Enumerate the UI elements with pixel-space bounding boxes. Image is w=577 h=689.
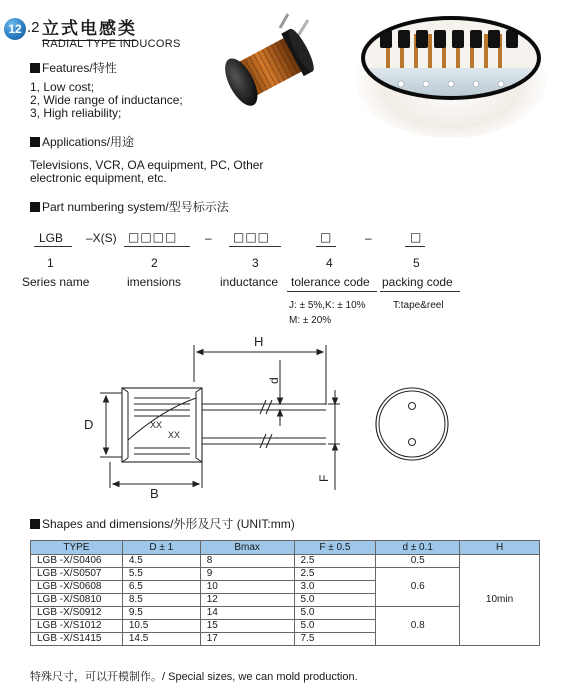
- code-label: Series name: [22, 275, 90, 289]
- code-underline: [34, 246, 72, 247]
- code-number: 4: [326, 256, 333, 270]
- cell-d: 5.5: [122, 568, 200, 581]
- footnote: 特殊尺寸，可以开模制作。/ Special sizes, we can mold production.: [30, 671, 358, 683]
- cell-small-d: 0.6: [376, 568, 460, 607]
- applications-line: electronic equipment, etc.: [30, 171, 167, 185]
- packing-note: T:tape&reel: [393, 300, 444, 311]
- cell-d: 8.5: [122, 594, 200, 607]
- cell-bmax: 8: [200, 555, 294, 568]
- table-header-row: [31, 541, 540, 555]
- table-row: [31, 555, 540, 568]
- features-heading: Features/特性: [30, 59, 117, 76]
- page-title-en: RADIAL TYPE INDUCORS: [42, 38, 181, 50]
- cell-bmax: 15: [200, 620, 294, 633]
- cell-f: 7.5: [294, 633, 376, 646]
- cell-f: 2.5: [294, 568, 376, 581]
- dimension-drawing: [70, 330, 490, 500]
- shapes-heading: Shapes and dimensions/外形及尺寸 (UNIT:mm): [30, 515, 295, 532]
- code-tolerance-box: □: [320, 230, 333, 244]
- code-type: –X(S): [86, 231, 117, 245]
- cell-type: LGB -X/S0810: [31, 594, 123, 607]
- section-subnumber: .2: [27, 19, 40, 36]
- cell-type: LGB -X/S0912: [31, 607, 123, 620]
- cell-d: 14.5: [122, 633, 200, 646]
- cell-d: 10.5: [122, 620, 200, 633]
- cell-f: 5.0: [294, 594, 376, 607]
- cell-bmax: 14: [200, 607, 294, 620]
- cell-d: 6.5: [122, 581, 200, 594]
- code-dimension-boxes: □□□□: [128, 230, 178, 244]
- cell-bmax: 12: [200, 594, 294, 607]
- cell-d: 9.5: [122, 607, 200, 620]
- col-small-d: d ± 0.1: [376, 541, 460, 555]
- code-packing-box: □: [410, 230, 423, 244]
- cell-small-d: 0.8: [376, 607, 460, 646]
- inductor-photo: [210, 10, 330, 118]
- code-number: 3: [252, 256, 259, 270]
- code-dash: –: [365, 231, 372, 245]
- features-item: 1, Low cost;: [30, 80, 95, 94]
- cell-f: 5.0: [294, 607, 376, 620]
- col-h: H: [460, 541, 540, 555]
- col-type: TYPE: [31, 541, 123, 555]
- part-numbering-heading: Part numbering system/型号标示法: [30, 198, 229, 215]
- features-item: 2, Wide range of inductance;: [30, 93, 183, 107]
- code-series: LGB: [39, 231, 64, 245]
- page-title-cn: 立式电感类: [42, 14, 137, 41]
- cell-type: LGB -X/S0507: [31, 568, 123, 581]
- code-label: tolerance code: [291, 275, 370, 289]
- code-number: 1: [47, 256, 54, 270]
- section-number-badge: 12: [4, 18, 26, 40]
- applications-heading: Applications/用途: [30, 133, 134, 150]
- dim-small-d-label: d: [267, 377, 281, 384]
- code-number: 5: [413, 256, 420, 270]
- code-label: packing code: [382, 275, 453, 289]
- cell-small-d: 0.5: [376, 555, 460, 568]
- winding-mark: XX: [150, 420, 163, 430]
- cell-f: 2.5: [294, 555, 376, 568]
- dim-h-label: H: [254, 334, 264, 349]
- col-bmax: Bmax: [200, 541, 294, 555]
- cell-bmax: 17: [200, 633, 294, 646]
- label-underline: [287, 291, 377, 292]
- cell-f: 3.0: [294, 581, 376, 594]
- cell-bmax: 10: [200, 581, 294, 594]
- cell-d: 4.5: [122, 555, 200, 568]
- dim-f-label: F: [317, 474, 331, 482]
- cell-type: LGB -X/S1012: [31, 620, 123, 633]
- dim-d-label: D: [84, 417, 94, 432]
- col-d: D ± 1: [122, 541, 200, 555]
- code-dash: –: [205, 231, 212, 245]
- dim-b-label: B: [150, 486, 159, 500]
- tolerance-note: J: ± 5%,K: ± 10%: [289, 300, 366, 311]
- cell-f: 5.0: [294, 620, 376, 633]
- code-number: 2: [151, 256, 158, 270]
- code-label: imensions: [127, 275, 182, 289]
- tape-reel-photo: [356, 10, 546, 140]
- dimensions-table: [30, 540, 540, 646]
- features-item: 3, High reliability;: [30, 106, 122, 120]
- code-underline: [124, 246, 190, 247]
- cell-bmax: 9: [200, 568, 294, 581]
- code-underline: [405, 246, 425, 247]
- cell-h: 10min: [460, 555, 540, 646]
- cell-type: LGB -X/S0406: [31, 555, 123, 568]
- label-underline: [380, 291, 460, 292]
- tolerance-note: M: ± 20%: [289, 315, 332, 326]
- applications-line: Televisions, VCR, OA equipment, PC, Other: [30, 158, 264, 172]
- col-f: F ± 0.5: [294, 541, 376, 555]
- code-underline: [229, 246, 281, 247]
- code-label: inductance: [220, 275, 279, 289]
- cell-type: LGB -X/S1415: [31, 633, 123, 646]
- winding-mark: XX: [168, 430, 181, 440]
- code-underline: [316, 246, 336, 247]
- code-inductance-boxes: □□□: [233, 230, 271, 244]
- cell-type: LGB -X/S0608: [31, 581, 123, 594]
